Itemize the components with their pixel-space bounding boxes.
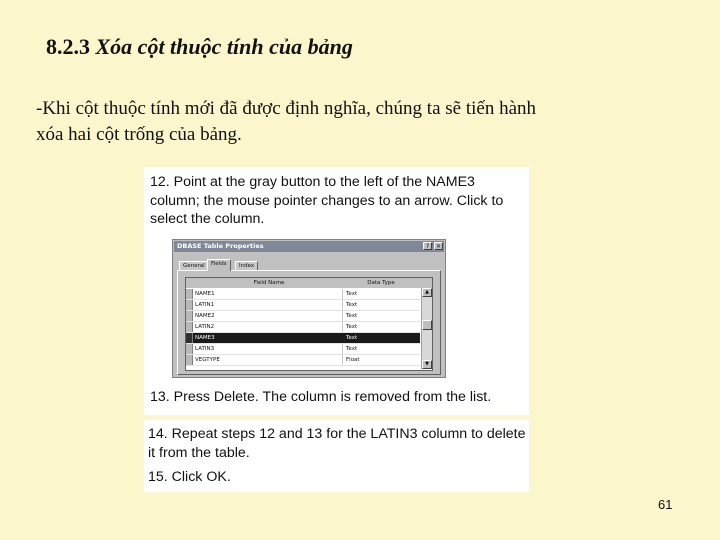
step-12-line-3: select the column. xyxy=(150,211,265,227)
data-type-cell[interactable]: Text xyxy=(346,335,358,341)
step-15: 15. Click OK. xyxy=(148,469,231,485)
step-12-line-1: 12. Point at the gray button to the left of the NAME3 xyxy=(150,174,475,190)
data-type-cell[interactable]: Text xyxy=(346,313,358,319)
table-row[interactable] xyxy=(186,355,420,366)
tab-index[interactable]: Index xyxy=(235,261,258,271)
slide-title xyxy=(46,34,353,60)
step-12 xyxy=(150,173,503,229)
page-number: 61 xyxy=(658,497,673,512)
scroll-up-arrow-icon[interactable]: ▲ xyxy=(422,288,432,297)
body-line-1: -Khi cột thuộc tính mới đã được định nghĩa, chúng ta sẽ tiến hành xyxy=(36,98,537,119)
row-selector-button[interactable] xyxy=(186,333,193,343)
row-selector-button[interactable] xyxy=(186,322,193,332)
data-type-cell[interactable]: Text xyxy=(346,346,358,352)
row-selector-button[interactable] xyxy=(186,355,193,365)
body-paragraph xyxy=(36,96,696,148)
step-13: 13. Press Delete. The column is removed from the list. xyxy=(150,389,492,405)
grid-header xyxy=(186,278,432,288)
help-button[interactable]: ? xyxy=(423,242,432,250)
table-row-selected[interactable] xyxy=(186,333,420,344)
field-name-cell[interactable]: NAME2 xyxy=(195,313,215,319)
table-row[interactable] xyxy=(186,344,420,355)
instruction-screenshot-top xyxy=(144,167,529,415)
field-name-cell[interactable]: NAME3 xyxy=(195,335,215,341)
table-row[interactable] xyxy=(186,311,420,322)
selection-highlight xyxy=(193,333,420,343)
field-name-cell[interactable]: NAME1 xyxy=(195,291,215,297)
step-12-line-2: column; the mouse pointer changes to an arrow. Click to xyxy=(150,192,504,209)
column-header-data-type: Data Type xyxy=(367,280,395,286)
field-name-cell[interactable]: LATIN3 xyxy=(195,346,215,352)
instruction-screenshot-bottom xyxy=(144,420,529,492)
title-number: 8.2.3 xyxy=(46,34,90,59)
field-name-cell[interactable]: VEGTYPE xyxy=(195,357,220,363)
table-row[interactable] xyxy=(186,300,420,311)
data-type-cell[interactable]: Text xyxy=(346,291,358,297)
row-selector-button[interactable] xyxy=(186,289,193,299)
dialog-title: DBASE Table Properties xyxy=(174,241,444,252)
row-selector-button[interactable] xyxy=(186,311,193,321)
row-selector-button[interactable] xyxy=(186,344,193,354)
step-14 xyxy=(148,425,526,462)
data-type-cell[interactable]: Text xyxy=(346,324,358,330)
table-row[interactable] xyxy=(186,289,420,300)
close-button[interactable]: × xyxy=(435,243,442,250)
tab-fields[interactable]: Fields xyxy=(207,259,231,271)
title-text: Xóa cột thuộc tính của bảng xyxy=(95,34,353,59)
scroll-down-arrow-icon[interactable]: ▼ xyxy=(422,360,432,369)
field-name-cell[interactable]: LATIN2 xyxy=(195,324,215,330)
scroll-thumb[interactable] xyxy=(422,320,432,330)
table-properties-dialog xyxy=(172,239,446,378)
field-name-cell[interactable]: LATIN1 xyxy=(195,302,215,308)
grid-rows xyxy=(186,289,420,366)
data-type-cell[interactable]: Text xyxy=(346,302,358,308)
table-row[interactable] xyxy=(186,322,420,333)
vertical-scrollbar[interactable] xyxy=(421,288,432,369)
tab-general[interactable]: General xyxy=(179,261,209,271)
column-header-field-name: Field Name xyxy=(253,280,285,286)
row-selector-button[interactable] xyxy=(186,300,193,310)
data-type-cell[interactable]: Float xyxy=(346,357,360,363)
body-line-2: xóa hai cột trống của bảng. xyxy=(36,124,242,145)
step-14-line-2: it from the table. xyxy=(148,444,250,461)
fields-grid xyxy=(185,277,433,371)
step-14-line-1: 14. Repeat steps 12 and 13 for the LATIN3 column to delete xyxy=(148,426,526,442)
